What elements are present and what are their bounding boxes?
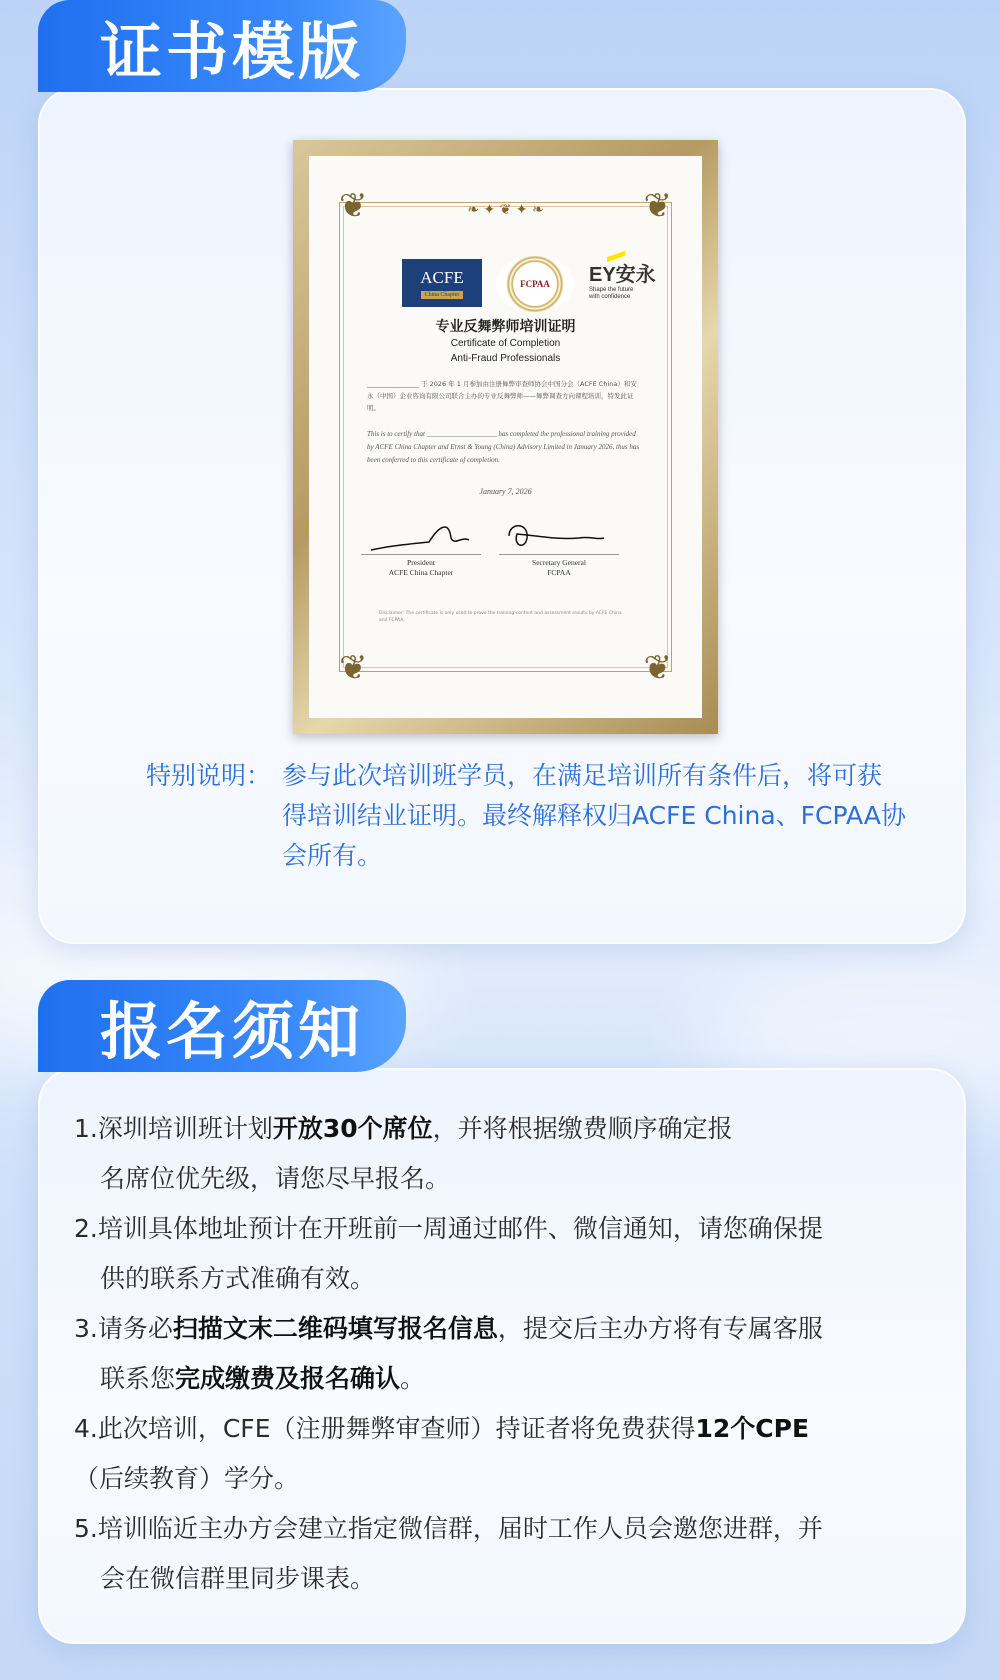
registration-notes-list <box>74 1104 934 1604</box>
certificate-disclaimer: Disclaimer: The certificate is only used to prove the training content and assessment results by ACFE China and FCPAA. <box>379 611 622 623</box>
list-item: 5.培训临近主办方会建立指定微信群，届时工作人员会邀您进群，并 <box>74 1514 823 1543</box>
certificate-title-en: Certificate of Completion <box>450 338 561 349</box>
top-ornament-icon: ❧ ✦ ❦ ✦ ❧ <box>467 202 544 218</box>
ey-logo: EY安永 Shape the future with confidence <box>589 258 656 301</box>
ornament-icon: ❦ <box>643 648 672 688</box>
list-item-continuation: 会在微信群里同步课表。 <box>100 1564 376 1593</box>
ornament-icon: ❦ <box>339 186 368 226</box>
certificate-title-cn: 专业反舞弊师培训证明 <box>435 319 576 335</box>
list-item: 2.培训具体地址预计在开班前一周通过邮件、微信通知，请您确保提 <box>74 1214 823 1243</box>
certificate-date: January 7, 2026 <box>479 487 532 496</box>
list-item-continuation: （后续教育）学分。 <box>74 1464 300 1493</box>
special-note-label: 特别说明： <box>146 761 272 790</box>
list-item-continuation: 供的联系方式准确有效。 <box>100 1264 376 1293</box>
signature-secretary <box>499 516 609 556</box>
certificate-image <box>293 140 718 734</box>
signature-label-secretary: Secretary General FCPAA <box>532 558 586 577</box>
fcpaa-logo: FCPAA <box>496 256 574 312</box>
section-title-registration: 报名须知 <box>38 980 406 1072</box>
ornament-icon: ❦ <box>643 186 672 226</box>
certificate-paper <box>309 156 702 718</box>
list-item: 3.请务必扫描文末二维码填写报名信息，提交后主办方将有专属客服 <box>74 1314 823 1343</box>
list-item-continuation: 名席位优先级，请您尽早报名。 <box>100 1164 451 1193</box>
special-note-text: 参与此次培训班学员，在满足培训所有条件后，将可获得培训结业证明。最终解释权归ACFE China、FCPAA协会所有。 <box>282 761 906 870</box>
signature-president <box>369 516 479 556</box>
list-item: 4.此次培训，CFE（注册舞弊审查师）持证者将免费获得12个CPE <box>74 1414 810 1443</box>
list-item-continuation: 联系您完成缴费及报名确认。 <box>100 1364 426 1393</box>
certificate-subtitle-en: Anti-Fraud Professionals <box>450 353 561 364</box>
ornament-icon: ❦ <box>339 648 368 688</box>
section-title-certificate: 证书模版 <box>38 0 406 92</box>
certificate-body-en: This is to certify that ____________________ has completed the professional training provided by ACFE China Chapter and Ernst & Young (China) Advisory Limited in January 2026, thus has been conferred to this certificate of completion. <box>367 430 640 464</box>
special-note <box>146 756 906 876</box>
acfe-logo: ACFE China Chapter <box>402 259 482 307</box>
certificate-body-cn: ________________ 于 2026 年 1 月参加由注册舞弊审查师协会中国分会（ACFE China）和安永（中国）企业咨询有限公司联合主办的专业反舞弊师——舞弊调查方向课程培训，特发此证明。 <box>367 380 637 412</box>
signature-label-president: President ACFE China Chapter <box>388 558 454 577</box>
list-item: 1.深圳培训班计划开放30个席位，并将根据缴费顺序确定报 <box>74 1114 733 1143</box>
